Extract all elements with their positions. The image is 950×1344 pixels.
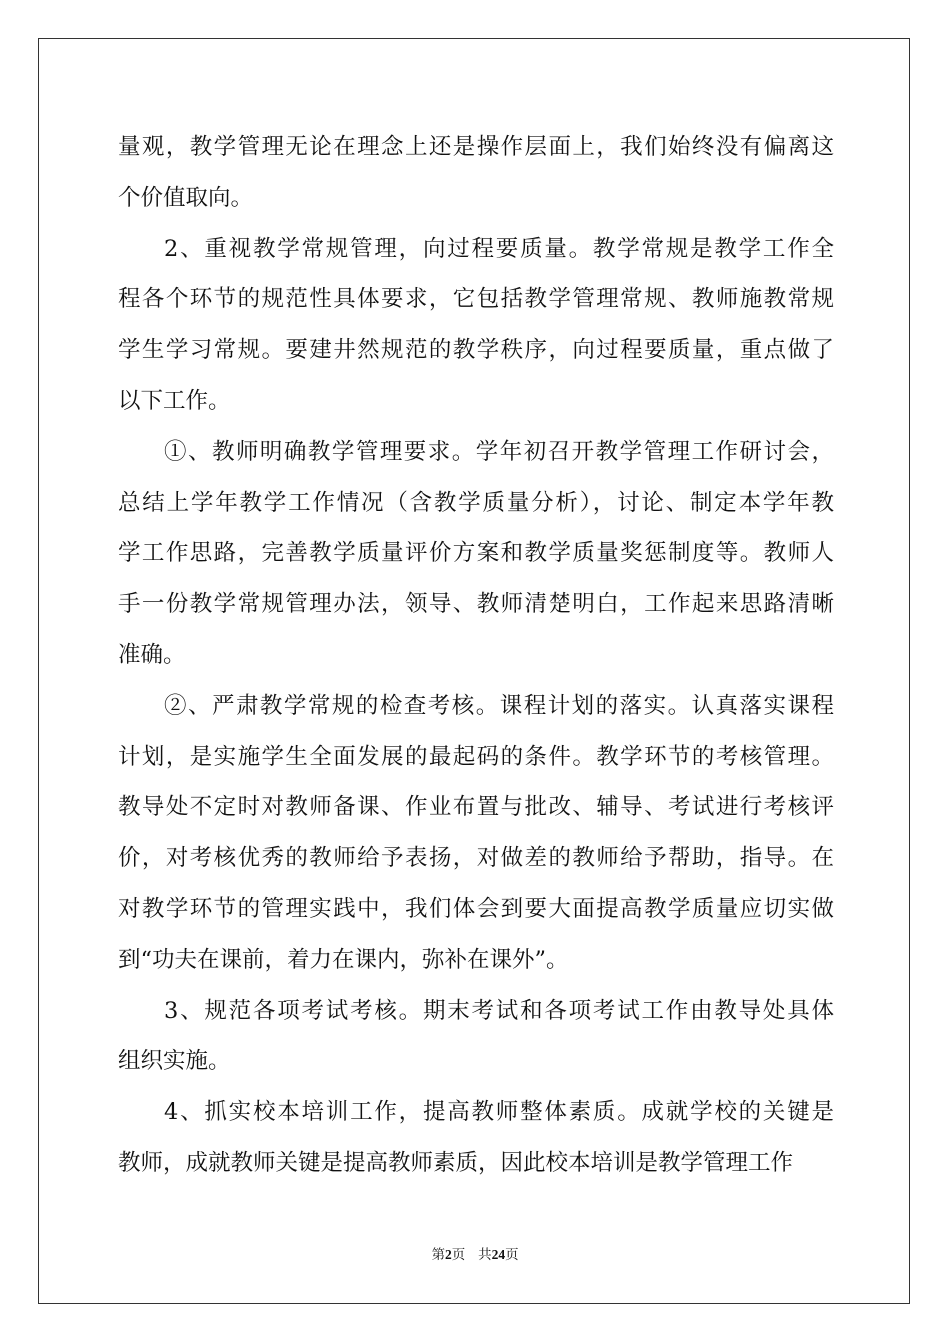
paragraph-line: 组织实施。 [118,1048,231,1075]
paragraph-line: 计划，是实施学生全面发展的最起码的条件。教学环节的考核管理。 [118,743,834,770]
paragraph [118,1087,834,1189]
paragraph-line: 量观，教学管理无论在理念上还是操作层面上，我们始终没有偏离这 [118,134,834,160]
paragraph-line: 学工作思路，完善教学质量评价方案和教学质量奖惩制度等。教师人 [118,540,834,567]
footer-page-number: 2 [444,1247,452,1262]
paragraph-line: ②、严肃教学常规的检查考核。课程计划的落实。认真落实课程 [164,692,834,719]
paragraph-line: ①、教师明确教学管理要求。学年初召开教学管理工作研讨会， [164,438,834,465]
paragraph-line: 学生学习常规。要建井然规范的教学秩序，向过程要质量，重点做了 [118,337,834,364]
paragraph-line: 教师，成就教师关键是提高教师素质，因此校本培训是教学管理工作 [118,1149,794,1176]
paragraph-line: 教导处不定时对教师备课、作业布置与批改、辅导、考试进行考核评 [118,794,834,821]
footer-page-prefix: 第 [431,1247,445,1263]
paragraph-line: 手一份教学常规管理办法，领导、教师清楚明白，工作起来思路清晰 [118,591,834,618]
paragraph-line: 到“功夫在课前，着力在课内，弥补在课外”。 [118,946,569,973]
paragraph [118,427,834,681]
page-footer [0,1243,950,1263]
paragraph [118,986,834,1088]
paragraph [118,681,834,986]
paragraph-line: 以下工作。 [118,387,231,414]
document-body [118,122,834,1189]
paragraph-line: 价，对考核优秀的教师给予表扬，对做差的教师给予帮助，指导。在 [118,845,834,872]
footer-total-prefix: 共 [478,1247,492,1263]
paragraph-line: 4、抓实校本培训工作，提高教师整体素质。成就学校的关键是 [164,1099,834,1126]
footer-total-pages: 24 [491,1247,506,1262]
paragraph-line: 程各个环节的规范性具体要求，它包括教学管理常规、教师施教常规 [118,286,834,313]
paragraph-line: 准确。 [118,641,186,668]
paragraph-line: 3、规范各项考试考核。期末考试和各项考试工作由教导处具体 [164,997,834,1024]
footer-page-suffix: 页 [451,1247,466,1263]
paragraph-line: 2、重视教学常规管理，向过程要质量。教学常规是教学工作全 [164,235,834,262]
footer-total-suffix: 页 [505,1247,519,1263]
paragraph [118,122,834,224]
paragraph-line: 个价值取向。 [118,184,254,211]
paragraph-line: 总结上学年教学工作情况（含教学质量分析），讨论、制定本学年教 [118,489,834,516]
paragraph [118,224,834,427]
paragraph-line: 对教学环节的管理实践中，我们体会到要大面提高教学质量应切实做 [118,895,834,922]
